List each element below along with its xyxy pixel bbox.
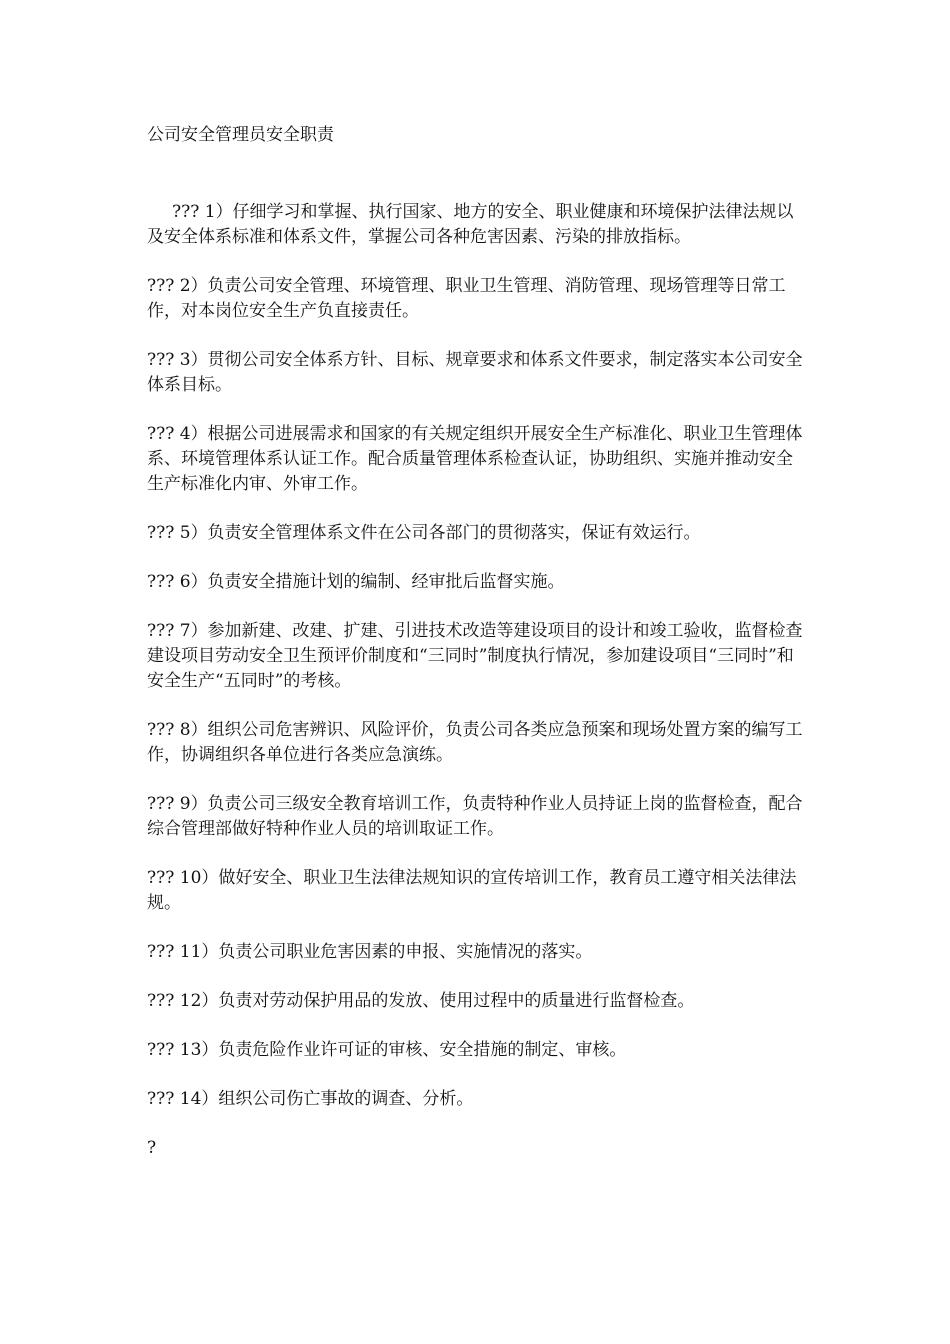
duty-paragraph-3: ??? 3）贯彻公司安全体系方针、目标、规章要求和体系文件要求，制定落实本公司安全体系目标。	[147, 350, 803, 395]
duty-paragraph-2: ??? 2）负责公司安全管理、环境管理、职业卫生管理、消防管理、现场管理等日常工作，对本岗位安全生产负直接责任。	[147, 276, 786, 321]
duty-paragraph-14: ??? 14）组织公司伤亡事故的调查、分析。	[147, 1089, 474, 1109]
duty-paragraph-8: ??? 8）组织公司危害辨识、风险评价，负责公司各类应急预案和现场处置方案的编写工作，协调组织各单位进行各类应急演练。	[147, 720, 803, 765]
duty-paragraph-9: ??? 9）负责公司三级安全教育培训工作，负责特种作业人员持证上岗的监督检查，配合综合管理部做好特种作业人员的培训取证工作。	[147, 794, 803, 839]
trailing-mark: ?	[147, 1138, 157, 1158]
duty-paragraph-10: ??? 10）做好安全、职业卫生法律法规知识的宣传培训工作，教育员工遵守相关法律法规。	[147, 868, 797, 913]
duty-paragraph-11: ??? 11）负责公司职业危害因素的申报、实施情况的落实。	[147, 942, 593, 962]
duty-paragraph-12: ??? 12）负责对劳动保护用品的发放、使用过程中的质量进行监督检查。	[147, 991, 695, 1011]
duty-paragraph-7: ??? 7）参加新建、改建、扩建、引进技术改造等建设项目的设计和竣工验收，监督检查建设项目劳动安全卫生预评价制度和“三同时”制度执行情况，参加建设项目“三同时”和安全生产“五同时”的考核。	[147, 621, 803, 691]
document-body	[147, 122, 807, 1161]
document-title: 公司安全管理员安全职责	[147, 125, 334, 145]
duty-paragraph-6: ??? 6）负责安全措施计划的编制、经审批后监督实施。	[147, 572, 565, 592]
duty-paragraph-13: ??? 13）负责危险作业许可证的审核、安全措施的制定、审核。	[147, 1040, 627, 1060]
duty-paragraph-4: ??? 4）根据公司进展需求和国家的有关规定组织开展安全生产标准化、职业卫生管理体系、环境管理体系认证工作。配合质量管理体系检查认证，协助组织、实施并推动安全生产标准化内审、外审工作。	[147, 424, 803, 494]
duty-paragraph-1: ??? 1）仔细学习和掌握、执行国家、地方的安全、职业健康和环境保护法律法规以及安全体系标准和体系文件，掌握公司各种危害因素、污染的排放指标。	[147, 202, 794, 247]
duty-paragraph-5: ??? 5）负责安全管理体系文件在公司各部门的贯彻落实，保证有效运行。	[147, 523, 701, 543]
